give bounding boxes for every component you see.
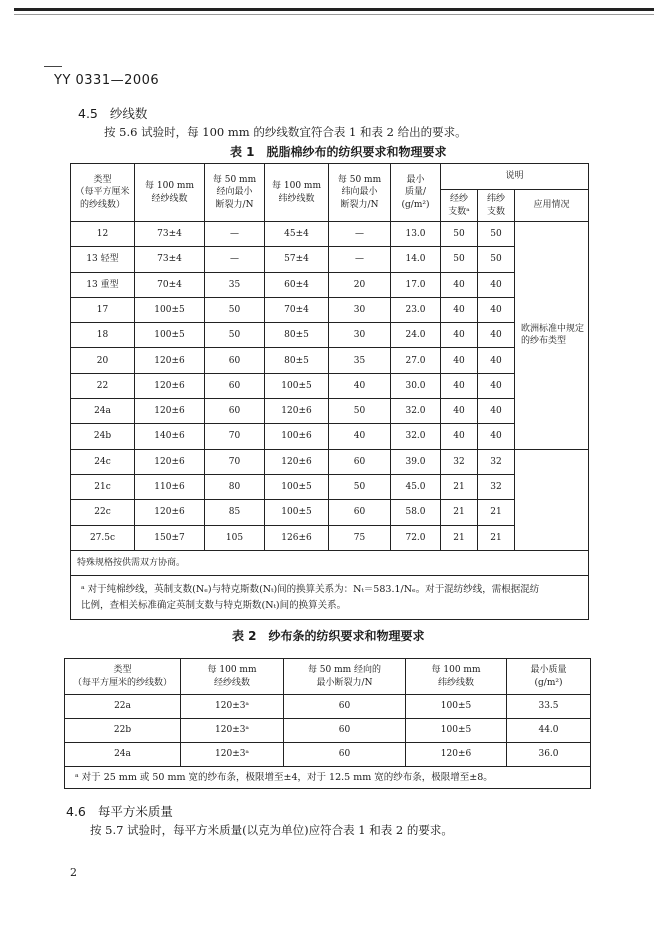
table-cell: 120±6 <box>265 449 329 474</box>
table-cell: 60 <box>205 399 265 424</box>
table-cell: 36.0 <box>507 743 591 767</box>
table-cell: 120±3ᵃ <box>181 743 284 767</box>
table-row <box>71 323 589 348</box>
table-row <box>71 247 589 272</box>
t1-header-mass: 最小 质量/ (g/m²) <box>391 164 441 222</box>
t1-header-warp: 每 100 mm 经纱线数 <box>135 164 205 222</box>
table-cell: 50 <box>441 247 478 272</box>
table-cell: 24.0 <box>391 323 441 348</box>
table-cell: 40 <box>329 373 391 398</box>
table-cell: 110±6 <box>135 474 205 499</box>
t1-footnote <box>71 576 589 620</box>
t2-header-warp-strength: 每 50 mm 经向的 最小断裂力/N <box>284 659 406 695</box>
section-4-6-heading <box>66 802 173 820</box>
table-cell: 22a <box>65 695 181 719</box>
t1-header-weft-strength: 每 50 mm 纬向最小 断裂力/N <box>329 164 391 222</box>
table-cell: 40 <box>441 297 478 322</box>
table-cell: 13 重型 <box>71 272 135 297</box>
table-cell: 40 <box>478 323 515 348</box>
t1-footnote-line2: 比例，查相关标准确定英制支数与特克斯数(Nₜ)间的换算关系。 <box>81 599 347 611</box>
table-row <box>65 695 591 719</box>
table-cell: 35 <box>329 348 391 373</box>
table-cell: 32.0 <box>391 424 441 449</box>
table-cell: 140±6 <box>135 424 205 449</box>
table-cell: 30.0 <box>391 373 441 398</box>
section-number: 4.6 <box>66 804 86 819</box>
table-cell: 17 <box>71 297 135 322</box>
table-cell: 70 <box>205 424 265 449</box>
table-cell: 72.0 <box>391 525 441 550</box>
table-cell: 60 <box>284 695 406 719</box>
table-cell: 100±6 <box>265 424 329 449</box>
table-cell: 44.0 <box>507 719 591 743</box>
table-cell: 40 <box>441 399 478 424</box>
table-cell: 13 轻型 <box>71 247 135 272</box>
table-cell: 100±5 <box>406 695 507 719</box>
t1-header-type: 类型 （每平方厘米 的纱线数） <box>71 164 135 222</box>
table-row <box>71 525 589 550</box>
table-cell: 75 <box>329 525 391 550</box>
table-cell: 70±4 <box>265 297 329 322</box>
table-cell: 40 <box>441 348 478 373</box>
table-cell: 50 <box>205 297 265 322</box>
table-cell: 30 <box>329 323 391 348</box>
table-cell: 22c <box>71 500 135 525</box>
table-cell: 20 <box>71 348 135 373</box>
t2-header-weft: 每 100 mm 纬纱线数 <box>406 659 507 695</box>
header-rule <box>14 8 654 11</box>
table-cell: 21 <box>441 525 478 550</box>
table-cell: 17.0 <box>391 272 441 297</box>
table-cell: 150±7 <box>135 525 205 550</box>
table-row <box>71 222 589 247</box>
section-title: 每平方米质量 <box>97 804 173 819</box>
table-row <box>71 500 589 525</box>
table-cell: 40 <box>441 272 478 297</box>
section-4-5-paragraph: 按 5.6 试验时，每 100 mm 的纱线数宜符合表 1 和表 2 给出的要求。 <box>104 125 467 139</box>
section-title: 纱线数 <box>109 106 148 121</box>
table-cell: 120±3ᵃ <box>181 695 284 719</box>
table-cell: 39.0 <box>391 449 441 474</box>
t2-header-type: 类型 （每平方厘米的纱线数） <box>65 659 181 695</box>
table-cell: 80±5 <box>265 323 329 348</box>
table-cell: 40 <box>478 399 515 424</box>
t1-footnote-line1: ᵃ 对于纯棉纱线，英制支数(Nₑ)与特克斯数(Nₜ)间的换算关系为：Nₜ＝583.1/Nₑ。对于混纺纱线，需根据混纺 <box>81 583 540 595</box>
t1-special-note: 特殊规格按供需双方协商。 <box>71 550 589 575</box>
table-cell: 30 <box>329 297 391 322</box>
table-cell: 57±4 <box>265 247 329 272</box>
table-cell: 12 <box>71 222 135 247</box>
table-cell: 120±6 <box>265 399 329 424</box>
table-cell: 45±4 <box>265 222 329 247</box>
table-cell: 58.0 <box>391 500 441 525</box>
table-cell: 21c <box>71 474 135 499</box>
table-cell: 50 <box>329 399 391 424</box>
table-cell: 40 <box>441 373 478 398</box>
table-cell: 50 <box>205 323 265 348</box>
table-cell: 32 <box>478 474 515 499</box>
table2 <box>64 658 591 789</box>
section-4-5-heading <box>78 104 147 122</box>
table-cell: 32 <box>441 449 478 474</box>
table-row <box>71 424 589 449</box>
table-cell: 120±6 <box>135 449 205 474</box>
table-cell: 60 <box>329 500 391 525</box>
table2-caption: 表 2 纱布条的纺织要求和物理要求 <box>232 629 425 643</box>
table-cell: 27.5c <box>71 525 135 550</box>
page-number: 2 <box>70 866 77 879</box>
t1-usage-note: 欧洲标准中规定的纱布类型 <box>515 222 589 450</box>
table-cell: 40 <box>478 272 515 297</box>
table-cell: 40 <box>478 424 515 449</box>
margin-mark <box>44 66 62 67</box>
table-cell: 100±5 <box>135 297 205 322</box>
table-cell: 40 <box>478 373 515 398</box>
table-cell: 22 <box>71 373 135 398</box>
table-cell: 60 <box>284 719 406 743</box>
table-cell: 60±4 <box>265 272 329 297</box>
table-cell: 40 <box>441 323 478 348</box>
t1-usage-empty <box>515 449 589 550</box>
table-row <box>71 373 589 398</box>
table-row <box>71 348 589 373</box>
table-cell: 60 <box>329 449 391 474</box>
table-row <box>71 474 589 499</box>
table-cell: 120±6 <box>135 373 205 398</box>
table-cell: 27.0 <box>391 348 441 373</box>
table-cell: 60 <box>205 348 265 373</box>
table-row <box>65 719 591 743</box>
table-cell: 40 <box>329 424 391 449</box>
table-cell: 24a <box>65 743 181 767</box>
table-cell: — <box>205 222 265 247</box>
t1-header-weft: 每 100 mm 纬纱线数 <box>265 164 329 222</box>
t1-header-warp-count: 经纱 支数ᵃ <box>441 190 478 222</box>
table-cell: 21 <box>441 474 478 499</box>
table-cell: 40 <box>441 424 478 449</box>
table-cell: 120±3ᵃ <box>181 719 284 743</box>
table-cell: 100±5 <box>406 719 507 743</box>
t1-header-weft-count: 纬纱 支数 <box>478 190 515 222</box>
table-cell: — <box>329 247 391 272</box>
header-rule-thin <box>14 14 654 15</box>
table-cell: 50 <box>441 222 478 247</box>
section-4-6-paragraph: 按 5.7 试验时，每平方米质量(以克为单位)应符合表 1 和表 2 的要求。 <box>90 823 453 837</box>
table-row <box>71 297 589 322</box>
table-cell: — <box>329 222 391 247</box>
table-cell: 85 <box>205 500 265 525</box>
t2-footnote: ᵃ 对于 25 mm 或 50 mm 宽的纱布条，极限增至±4，对于 12.5 mm 宽的纱布条，极限增至±8。 <box>65 767 591 789</box>
table-cell: 100±5 <box>135 323 205 348</box>
table-cell: 100±5 <box>265 474 329 499</box>
table-row <box>65 743 591 767</box>
table-cell: 100±5 <box>265 373 329 398</box>
table-cell: 70±4 <box>135 272 205 297</box>
table-cell: 35 <box>205 272 265 297</box>
table-row <box>71 449 589 474</box>
table-cell: 70 <box>205 449 265 474</box>
t2-header-mass: 最小质量 (g/m²) <box>507 659 591 695</box>
table-cell: 24c <box>71 449 135 474</box>
t1-header-usage: 应用情况 <box>515 190 589 222</box>
table-cell: 80 <box>205 474 265 499</box>
table-cell: 45.0 <box>391 474 441 499</box>
table-row <box>71 272 589 297</box>
doc-id: YY 0331—2006 <box>54 73 160 88</box>
table-cell: 80±5 <box>265 348 329 373</box>
table-cell: 40 <box>478 297 515 322</box>
table-cell: 24b <box>71 424 135 449</box>
table-cell: 21 <box>441 500 478 525</box>
table-cell: 32.0 <box>391 399 441 424</box>
table1 <box>70 163 589 620</box>
table-cell: 126±6 <box>265 525 329 550</box>
table-cell: 33.5 <box>507 695 591 719</box>
table-cell: 120±6 <box>135 399 205 424</box>
table-cell: 18 <box>71 323 135 348</box>
t2-header-warp: 每 100 mm 经纱线数 <box>181 659 284 695</box>
t1-header-desc: 说明 <box>441 164 589 190</box>
table-cell: 120±6 <box>135 348 205 373</box>
table-cell: 73±4 <box>135 247 205 272</box>
table-cell: 32 <box>478 449 515 474</box>
table-cell: 60 <box>284 743 406 767</box>
table-cell: — <box>205 247 265 272</box>
table-cell: 23.0 <box>391 297 441 322</box>
t1-header-warp-strength: 每 50 mm 经向最小 断裂力/N <box>205 164 265 222</box>
table-cell: 105 <box>205 525 265 550</box>
table1-caption: 表 1 脱脂棉纱布的纺织要求和物理要求 <box>230 145 447 159</box>
table-cell: 13.0 <box>391 222 441 247</box>
table-cell: 100±5 <box>265 500 329 525</box>
table-cell: 20 <box>329 272 391 297</box>
table-cell: 120±6 <box>135 500 205 525</box>
table-cell: 14.0 <box>391 247 441 272</box>
table-cell: 120±6 <box>406 743 507 767</box>
table-cell: 60 <box>205 373 265 398</box>
table-cell: 50 <box>329 474 391 499</box>
table-cell: 50 <box>478 247 515 272</box>
table-cell: 40 <box>478 348 515 373</box>
table-row <box>71 399 589 424</box>
table-cell: 73±4 <box>135 222 205 247</box>
table-cell: 50 <box>478 222 515 247</box>
table-cell: 22b <box>65 719 181 743</box>
table-cell: 24a <box>71 399 135 424</box>
table-cell: 21 <box>478 525 515 550</box>
table-cell: 21 <box>478 500 515 525</box>
section-number: 4.5 <box>78 106 98 121</box>
